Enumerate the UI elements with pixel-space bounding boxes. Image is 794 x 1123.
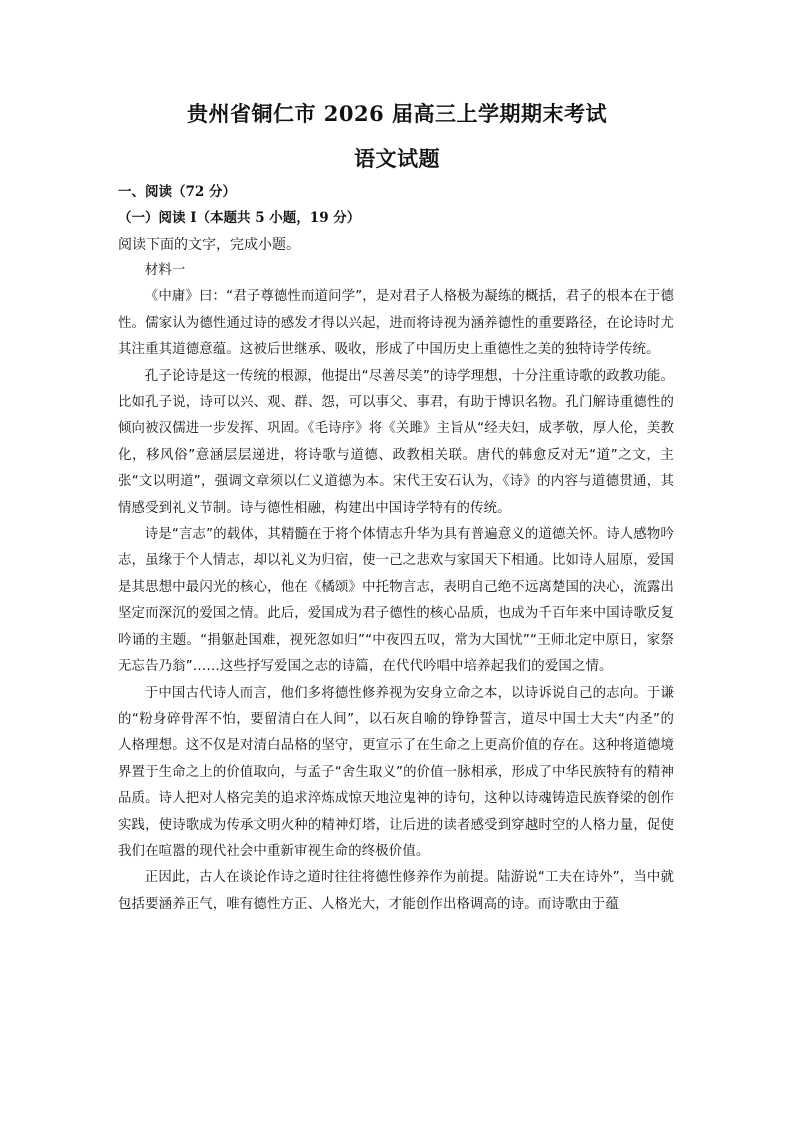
document-subtitle: 语文试题 (354, 146, 440, 171)
paragraph: 《中庸》曰：“君子尊德性而道问学”，是对君子人格极为凝练的概括，君子的根本在于德性。儒家认为德性通过诗的感发才得以兴起，进而将诗视为涵养德性的重要路径，在论诗时尤其注重其道德意蕴。这被后世继承、吸收，形成了中国历史上重德性之美的独特诗学传统。 (118, 289, 674, 358)
paragraph: 诗是“言志”的载体，其精髓在于将个体情志升华为具有普遍意义的道德关怀。诗人感物吟志，虽缘于个人情志，却以礼义为归宿，使一己之悲欢与家国天下相通。比如诗人屈原，爱国是其思想中最闪光的核心，他在《橘颂》中托物言志，表明自己绝不远离楚国的决心，流露出坚定而深沉的爱国之情。此后，爱国成为君子德性的核心品质，也成为千百年来中国诗歌反复吟诵的主题。“捐躯赴国难，视死忽如归”“中夜四五叹，常为大国忧”“王师北定中原日，家祭无忘告乃翁”……这些抒写爱国之志的诗篇，在代代吟唱中培养起我们的爱国之情。 (118, 527, 674, 675)
paragraph: 孔子论诗是这一传统的根源，他提出“尽善尽美”的诗学理想，十分注重诗歌的政教功能。比如孔子说，诗可以兴、观、群、怨，可以事父、事君，有助于博识名物。孔门解诗重德性的倾向被汉儒进一步发挥、巩固。《毛诗序》将《关雎》主旨从“经夫妇，成孝敬，厚人伦，美教化，移风俗”意涵层层递进，将诗歌与道德、政教相关联。唐代的韩愈反对无“道”之文，主张“文以明道”，强调文章须以仁义道德为本。宋代王安石认为，《诗》的内容与道德贯通，其情感受到礼义节制。诗与德性相融，构建出中国诗学特有的传统。 (118, 368, 674, 516)
paragraph: 于中国古代诗人而言，他们多将德性修养视为安身立命之本，以诗诉说自己的志向。于谦的“粉身碎骨浑不怕，要留清白在人间”，以石灰自喻的铮铮誓言，道尽中国士大夫“内圣”的人格理想。这不仅是对清白品格的坚守，更宣示了在生命之上更高价值的存在。这种将道德境界置于生命之上的价值取向，与孟子“舍生取义”的价值一脉相承，形成了中华民族特有的精神品质。诗人把对人格完美的追求淬炼成惊天地泣鬼神的诗句，这种以诗魂铸造民族脊梁的创作实践，使诗歌成为传承文明火种的精神灯塔，让后进的读者感受到穿越时空的人格力量，促使我们在喧嚣的现代社会中重新审视生命的终极价值。 (118, 685, 674, 859)
document-title: 贵州省铜仁市 2026 届高三上学期期末考试 (186, 101, 608, 126)
material-label: 材料一 (144, 263, 186, 278)
section-heading: 一、阅读（72 分） (118, 184, 236, 200)
subsection-heading: （一）阅读 I（本题共 5 小题，19 分） (118, 210, 361, 226)
paragraph: 正因此，古人在谈论作诗之道时往往将德性修养作为前提。陆游说“工夫在诗外”，当中就包括要涵养正气，唯有德性方正、人格光大，才能创作出格调高的诗。而诗歌由于蕴 (118, 870, 674, 912)
reading-instruction: 阅读下面的文字，完成小题。 (118, 237, 300, 253)
reading-article (118, 258, 674, 918)
